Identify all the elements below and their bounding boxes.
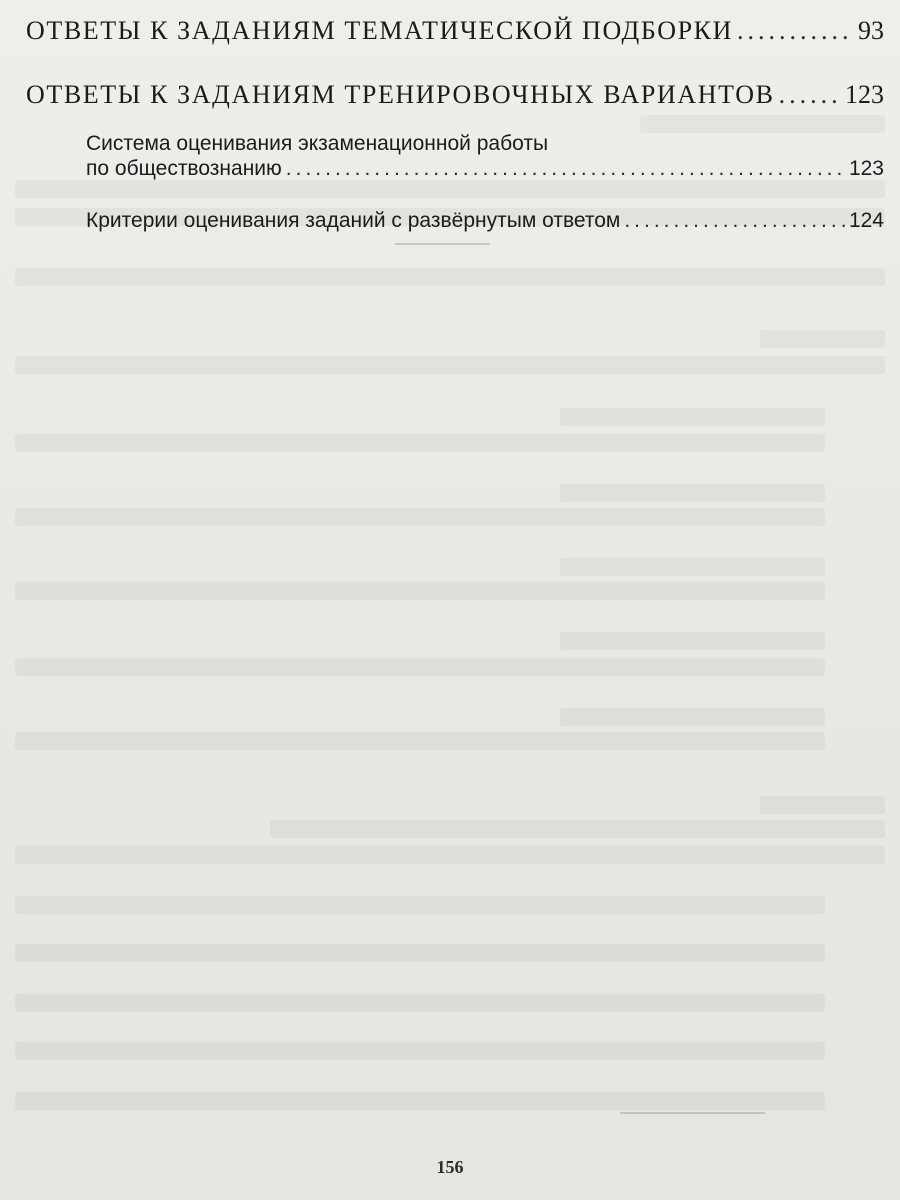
toc-subentry-title: Критерии оценивания заданий с развёрнутым ответом xyxy=(86,209,621,232)
toc-subentry-title-line2: по обществознанию xyxy=(86,157,282,180)
toc-entry-title: ОТВЕТЫ К ЗАДАНИЯМ ТЕМАТИЧЕСКОЙ ПОДБОРКИ xyxy=(26,16,734,45)
toc-subentry-title-line1: Система оценивания экзаменационной работы xyxy=(86,132,549,155)
toc-subentry-criteria xyxy=(86,209,884,233)
toc-entry-page-number: 123 xyxy=(845,80,884,109)
dot-leader xyxy=(737,16,854,46)
dot-leader xyxy=(286,157,845,181)
toc-entry-page-number: 93 xyxy=(858,16,884,45)
toc-entry-title: ОТВЕТЫ К ЗАДАНИЯМ ТРЕНИРОВОЧНЫХ ВАРИАНТОВ xyxy=(26,80,775,109)
toc-subentry-page-number: 123 xyxy=(848,157,884,180)
dot-leader xyxy=(624,209,845,233)
toc-subentry-page-number: 124 xyxy=(848,209,884,232)
toc-entry-answers-thematic xyxy=(26,16,884,46)
toc-entry-answers-training-variants xyxy=(26,80,884,110)
toc-subentry-assessment-system-line1 xyxy=(86,132,884,156)
dot-leader xyxy=(779,80,841,110)
page-number: 156 xyxy=(436,1157,464,1177)
toc-subentry-assessment-system-line2 xyxy=(86,157,884,181)
